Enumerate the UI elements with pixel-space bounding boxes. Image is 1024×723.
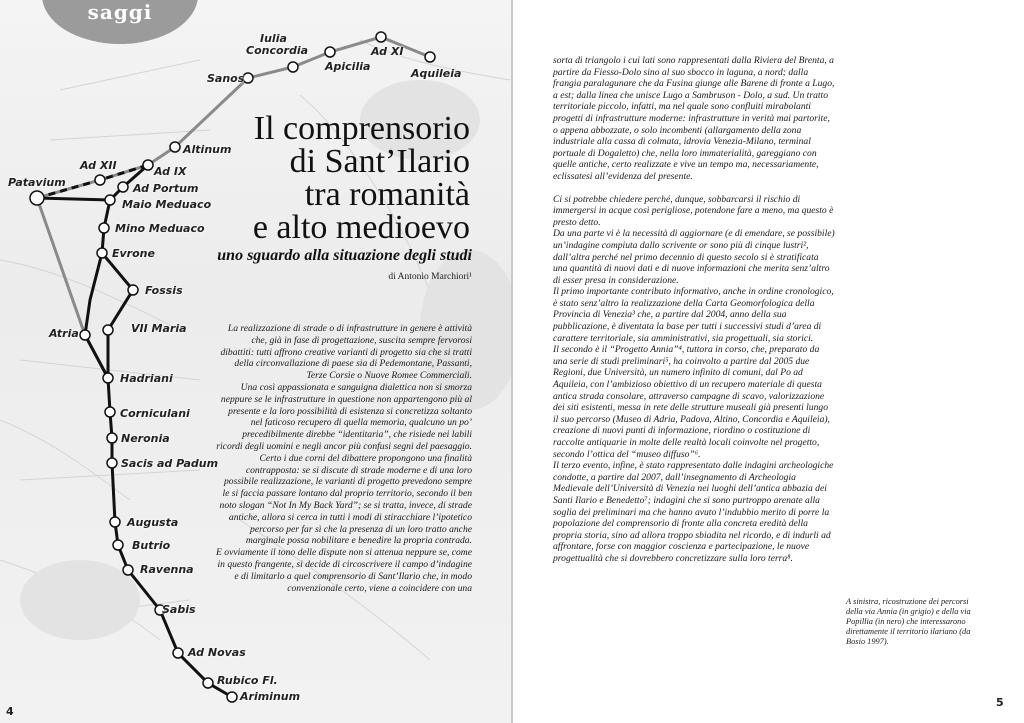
intro-paragraph: La realizzazione di strade o di infrastrutture in genere è attività che, già in fase di progettazione, suscita sempre fervorosi dibattiti: tutti affrono creative varianti di progetto sia che si tratti della circonvallazione di paese sia di Pedemontane, Passanti, Terze Corsie o Nuove Romee Commerciali. [220, 323, 472, 382]
body-text-column [553, 55, 835, 576]
place-label-ad-xii: Ad XII [80, 159, 117, 172]
place-label-sacis-ad-padum: Sacis ad Padum [121, 457, 219, 470]
body-paragraph: sorta di triangolo i cui lati sono rappresentati dalla Riviera del Brenta, a partire da Fiesso-Dolo sino al suo sbocco in laguna, a nord; dalla frangia paralagunare che da Fusina giunge alle Barene di fronte a Lugo, a est; dalla linea che unisce Lugo a Sambruson - Dolo, a sud. Un tratto territoriale piccolo, infatti, ma nel quale sono confluiti mirabolanti progetti di infrastrutture moderne: infrastrutture in verità mai partorite, o appena abbozzate, o solo incombenti (allargamento della zona industriale alla cassa di colmata, idrovia Venezia-Milano, terminal portuale di Dogaletto) che, nella loro immaterialità, gareggiano con quelle antiche, certo realizzate e vive un tempo ma, necessariamente, eclissatesi all’evidenza del presente. [553, 55, 835, 182]
place-label-sanos: Sanos [207, 72, 245, 85]
intro-paragraph: Una così appassionata e sanguigna dialettica non si smorza neppure se le infrastrutture in questione non appartengono più al presente e la loro possibilità di esistenza si concretizza soltanto nel faticoso recupero di quella memoria, qualcuno un po’ precedibilmente direbbe “identitaria”, che risiede nei labili ricordi degli uomini e negli ancor più confusi segni del paesaggio. [216, 381, 472, 452]
intro-text [216, 323, 472, 594]
place-label-aquileia: Aquileia [411, 67, 462, 80]
place-label-maio-meduaco: Maio Meduaco [122, 198, 212, 211]
place-label-ad-novas: Ad Novas [188, 646, 246, 659]
place-label-rubico: Rubico Fl. [217, 674, 278, 687]
section-tab-label: saggi [87, 0, 153, 24]
place-label-ravenna: Ravenna [140, 563, 194, 576]
place-label-ad-portum: Ad Portum [133, 182, 199, 195]
place-label-atria: Atria [49, 327, 79, 340]
page-number-left: 4 [6, 705, 14, 718]
page-number-right: 5 [996, 696, 1004, 709]
article-author: di Antonio Marchiori¹ [388, 272, 472, 282]
place-label-augusta: Augusta [127, 516, 179, 529]
place-label-fossis: Fossis [145, 284, 183, 297]
map-caption: A sinistra, ricostruzione dei percorsi della via Annia (in grigio) e della via Popillia (in nero) che interessarono direttamente il territorio ilariano (da Bosio 1997). [846, 597, 971, 646]
place-label-neronia: Neronia [121, 432, 170, 445]
place-label-vii-maria: VII Maria [131, 322, 187, 335]
place-label-apicilia: Apicilia [325, 60, 371, 73]
body-paragraph: Ci si potrebbe chiedere perché, dunque, sobbarcarsi il rischio di immergersi in acque così perigliose, potendone fare a meno, ma questo è presto detto. Da una parte vi è la necessità di aggiornare (e di emendare, se possibile) un’indagine compiuta dallo scrivente or sono più di cinque lustri², dall’altra perché nel primo decennio di questo secolo si è stratificata una quantità di nuovi dati e di nuove informazioni che merita senz’altro di esser presa in considerazione. Il primo importante contributo informativo, anche in ordine cronologico, è stato senz’altro la realizzazione della Carta Geomorfologica della Provincia di Venezia³ che, a partire dal 2004, anno della sua pubblicazione, è diventata la base per tutti i successivi studi d’area di carattere territoriale, sia amministrativi, sia progettuali, sia storici. Il secondo è il “Progetto Annia”⁴, tuttora in corso, che, preparato da una serie di studi preliminari⁵, ha coinvolto a partire dal 2005 due Regioni, due Università, un numero infinito di comuni, dal Po ad Aquileia, con l’ambizioso obiettivo di un recupero materiale di questa antica strada consolare, attraverso campagne di scavo, valorizzazione dei siti esistenti, messa in rete delle strutture museali già presenti lungo il suo percorso (Museo di Adria, Padova, Altino, Concordia e Aquileia), creazione di nuovi punti di informazione, riordino o costituzione di raccolte antiquarie in molte delle realtà locali coinvolte nel progetto, secondo l’ottica del “museo diffuso”⁶. Il terzo evento, infine, è stato rappresentato dalle indagini archeologiche condotte, a partire dal 2007, dall’insegnamento di Archeologia Medievale dell’Università di Venezia nei luoghi dell’antica abbazia dei Santi Ilario e Benedetto⁷; indagini che si sono purtroppo arenate alla soglia dei preliminari ma che hanno avuto l’indubbio merito di porre la popolazione del comprensorio di fronte alla concreta eredità della propria storia, sino ad allora troppo sbiadita nel ricordo, e di indurli ad affrontare, forse con maggior coscienza e partecipazione, le nuove progettualità che si dovrebbero concretizzare sulla loro terra⁸. [553, 193, 835, 564]
intro-paragraph: E ovviamente il tono delle dispute non si attenua neppure se, come in questo frangente, si decide di circoscrivere il campo d’indagine e di limitarlo a quel comprensorio di Sant’Ilario che, in modo convenzionale certo, viene a coincidere con una [216, 547, 472, 594]
place-label-concordia: Concordia [246, 44, 309, 57]
place-label-altinum: Altinum [183, 143, 232, 156]
place-label-corniculani: Corniculani [120, 407, 190, 420]
article-subtitle: uno sguardo alla situazione degli studi [217, 247, 472, 264]
place-label-hadriani: Hadriani [120, 372, 173, 385]
intro-paragraph: Certo i due corni del dibattere propongono una finalità contrapposta: se si discute di strade moderne e di una loro possibile realizzazione, le varianti di progetto prevedono sempre le si faccia passare lontano dal proprio territorio, secondo il ben noto slogan “Not In My Back Yard”; se si tratta, invece, di strade antiche, allora si cerca in tutti i modi di stiracchiare l’ipotetico percorso per far sì che la presenza di un loro tratto anche marginale possa nobilitare e benedire la propria contrada. [219, 452, 472, 547]
place-label-iulia: Iulia [260, 32, 287, 45]
place-label-ad-xi: Ad XI [371, 45, 404, 58]
place-label-sabis: Sabis [162, 603, 196, 616]
title-line: tra romanità [304, 176, 470, 213]
place-label-mino-meduaco: Mino Meduaco [115, 222, 205, 235]
place-label-ariminum: Ariminum [240, 690, 301, 703]
place-label-ad-ix: Ad IX [154, 165, 187, 178]
article-title [200, 112, 470, 244]
place-label-evrone: Evrone [112, 247, 155, 260]
place-label-butrio: Butrio [132, 539, 171, 552]
title-line: e alto medioevo [252, 209, 470, 246]
title-line: di Sant’Ilario [289, 143, 470, 180]
place-label-patavium: Patavium [8, 176, 66, 189]
title-line: Il comprensorio [253, 110, 470, 147]
